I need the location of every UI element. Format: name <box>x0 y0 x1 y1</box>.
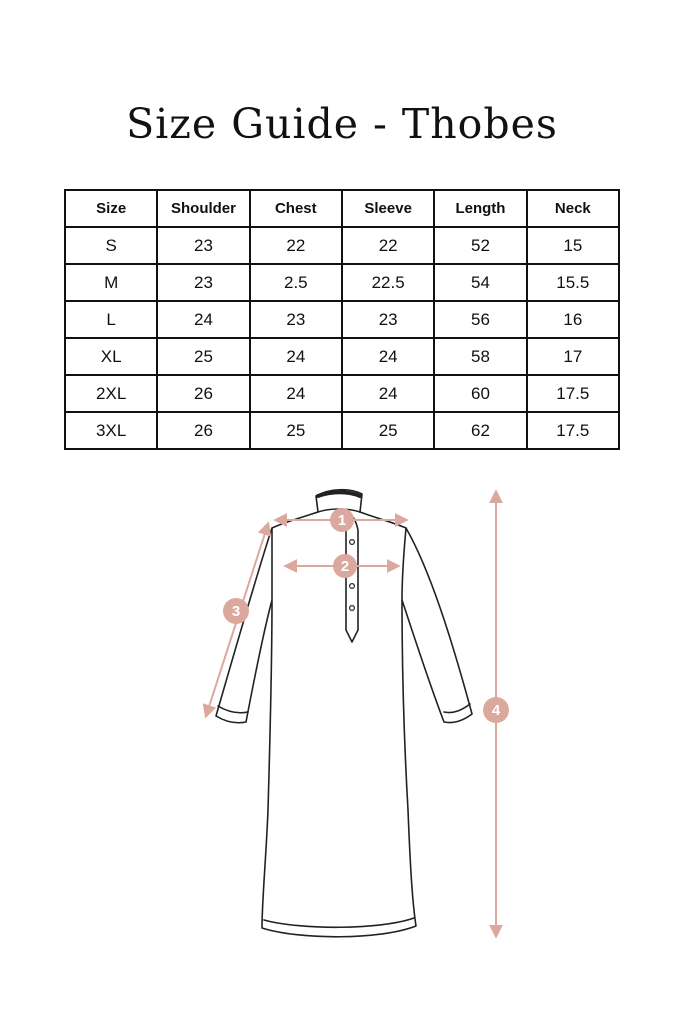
table-cell: 25 <box>250 412 342 449</box>
table-cell: 25 <box>342 412 434 449</box>
table-cell: 24 <box>250 338 342 375</box>
page-title: Size Guide - Thobes <box>126 100 558 148</box>
svg-text:3: 3 <box>231 603 241 620</box>
marker-4 <box>483 697 509 723</box>
table-cell: 15 <box>527 227 619 264</box>
table-cell: 22 <box>342 227 434 264</box>
table-cell: 52 <box>434 227 526 264</box>
table-cell: 23 <box>342 301 434 338</box>
table-cell: 2XL <box>65 375 157 412</box>
table-cell: 17.5 <box>527 375 619 412</box>
table-cell: 58 <box>434 338 526 375</box>
table-cell: 22 <box>250 227 342 264</box>
table-cell: S <box>65 227 157 264</box>
table-cell: 16 <box>527 301 619 338</box>
table-cell: 25 <box>157 338 249 375</box>
svg-text:4: 4 <box>491 702 501 719</box>
table-cell: 22.5 <box>342 264 434 301</box>
table-cell: 15.5 <box>527 264 619 301</box>
table-row <box>65 301 619 338</box>
table-row <box>65 375 619 412</box>
table-row <box>65 412 619 449</box>
table-cell: L <box>65 301 157 338</box>
svg-text:2: 2 <box>340 558 350 575</box>
table-cell: 17 <box>527 338 619 375</box>
table-cell: 56 <box>434 301 526 338</box>
table-cell: 2.5 <box>250 264 342 301</box>
table-cell: 24 <box>250 375 342 412</box>
table-row <box>65 264 619 301</box>
table-header-row <box>65 190 619 227</box>
table-cell: 54 <box>434 264 526 301</box>
table-cell: 60 <box>434 375 526 412</box>
thobe-measurement-diagram <box>0 480 684 950</box>
table-cell: 24 <box>342 338 434 375</box>
table-cell: 23 <box>250 301 342 338</box>
table-cell: 23 <box>157 227 249 264</box>
table-cell: 62 <box>434 412 526 449</box>
table-row <box>65 338 619 375</box>
marker-2 <box>333 554 357 578</box>
table-cell: 24 <box>342 375 434 412</box>
table-cell: 26 <box>157 412 249 449</box>
table-cell: M <box>65 264 157 301</box>
table-cell: 24 <box>157 301 249 338</box>
table-cell: XL <box>65 338 157 375</box>
table-cell: 23 <box>157 264 249 301</box>
column-header: Neck <box>527 190 619 227</box>
column-header: Sleeve <box>342 190 434 227</box>
table-cell: 26 <box>157 375 249 412</box>
marker-3 <box>223 598 249 624</box>
column-header: Length <box>434 190 526 227</box>
table-cell: 3XL <box>65 412 157 449</box>
svg-text:1: 1 <box>337 512 347 529</box>
size-table <box>64 189 620 450</box>
marker-1 <box>330 508 354 532</box>
table-row <box>65 227 619 264</box>
table-cell: 17.5 <box>527 412 619 449</box>
column-header: Chest <box>250 190 342 227</box>
column-header: Shoulder <box>157 190 249 227</box>
column-header: Size <box>65 190 157 227</box>
